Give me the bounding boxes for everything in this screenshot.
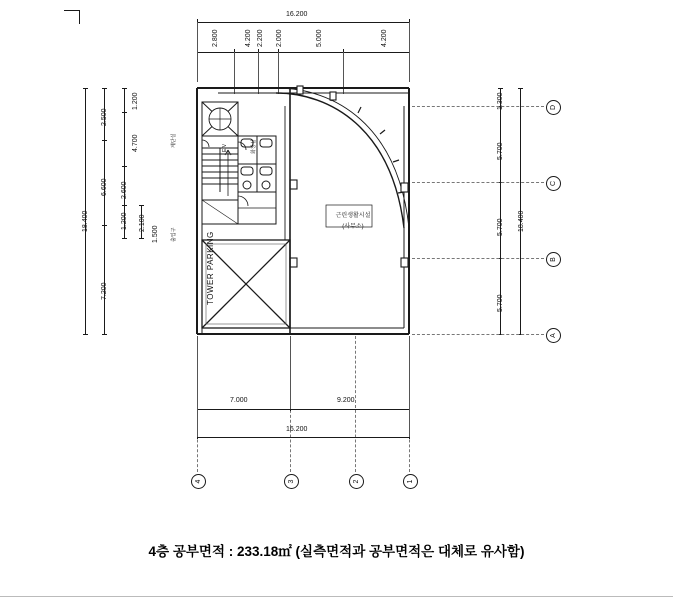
entry-label: 출입구 <box>171 227 177 242</box>
bottom-chain-dim-line <box>197 409 409 410</box>
toilet-label: 화장실 <box>251 139 257 154</box>
left-dim-6600: 6.600 <box>101 178 108 196</box>
page-caption: 4층 공부면적 : 233.18㎡ (실측면적과 공부면적은 대체로 유사함) <box>148 544 525 559</box>
top-overall-dim-text: 16.200 <box>286 11 308 18</box>
left-chain3-tick-0 <box>139 205 144 206</box>
left-dim-2600: 2.600 <box>121 181 128 199</box>
left-overall-tick-bottom <box>83 334 88 335</box>
registration-mark-top <box>64 10 80 11</box>
left-chain2-tick-2 <box>122 166 127 167</box>
left-dim-1200: 1.200 <box>132 92 139 110</box>
main-hall-label-line1: 근린생활시설 <box>335 213 371 219</box>
left-dim-4700: 4.700 <box>132 134 139 152</box>
top-dim-2800: 2.800 <box>212 29 219 47</box>
left-overall-tick-top <box>83 88 88 89</box>
main-hall-label-line2: (사무소) <box>342 224 364 230</box>
bottom-overall-dim-line <box>197 437 409 438</box>
right-dim-5700-b: 5.700 <box>497 218 504 236</box>
top-dim-4200b: 4.200 <box>381 29 388 47</box>
bottom-divider <box>0 596 673 597</box>
stair-label: 계단실 <box>171 133 177 148</box>
grid-bubble-4: 4 <box>191 474 206 489</box>
left-dim-2500: 2.500 <box>101 108 108 126</box>
top-dim-4200: 4.200 <box>245 29 252 47</box>
left-dim-7200: 7.200 <box>101 282 108 300</box>
grid-bubble-B: B <box>546 252 561 267</box>
left-chain2-tick-0 <box>122 88 127 89</box>
ext-line-top-5 <box>409 22 410 82</box>
left-dim-1200b: 1.200 <box>121 212 128 230</box>
left-chain1-tick-3 <box>102 334 107 335</box>
left-chain2-tick-1 <box>122 112 127 113</box>
left-overall-dim-text: 18.400 <box>82 210 89 232</box>
left-chain1-tick-0 <box>102 88 107 89</box>
top-dim-2000: 2.000 <box>276 29 283 47</box>
left-chain2-tick-4 <box>122 238 127 239</box>
right-dim-5700-c: 5.700 <box>497 294 504 312</box>
grid-bubble-A: A <box>546 328 561 343</box>
top-dim-2200: 2.200 <box>257 29 264 47</box>
top-dim-5000: 5.000 <box>316 29 323 47</box>
left-chain2-tick-3 <box>122 205 127 206</box>
grid-bubble-2: 2 <box>349 474 364 489</box>
bottom-overall-dim-text: 16.200 <box>286 426 308 433</box>
right-dim-1300: 1.300 <box>497 92 504 110</box>
left-chain1-tick-1 <box>102 140 107 141</box>
grid-bubble-D: D <box>546 100 561 115</box>
left-chain3-tick-1 <box>139 238 144 239</box>
top-overall-dim-line <box>197 22 409 23</box>
bottom-dim-7000: 7.000 <box>230 397 248 404</box>
ext-line-top-0 <box>197 22 198 82</box>
right-overall-dim-text: 18.400 <box>518 210 525 232</box>
grid-bubble-C: C <box>546 176 561 191</box>
tower-parking-label: TOWER PARKING <box>206 231 215 305</box>
left-dim-2100: 2.100 <box>139 214 146 232</box>
left-chain1-tick-2 <box>102 225 107 226</box>
top-chain-dim-line <box>197 52 409 53</box>
ev-label: E/V <box>222 143 228 152</box>
grid-bubble-1: 1 <box>403 474 418 489</box>
registration-mark-left <box>79 10 80 24</box>
grid-bubble-3: 3 <box>284 474 299 489</box>
left-dim-1500: 1.500 <box>152 225 159 243</box>
right-dim-5700-a: 5.700 <box>497 142 504 160</box>
bottom-dim-9200: 9.200 <box>337 397 355 404</box>
